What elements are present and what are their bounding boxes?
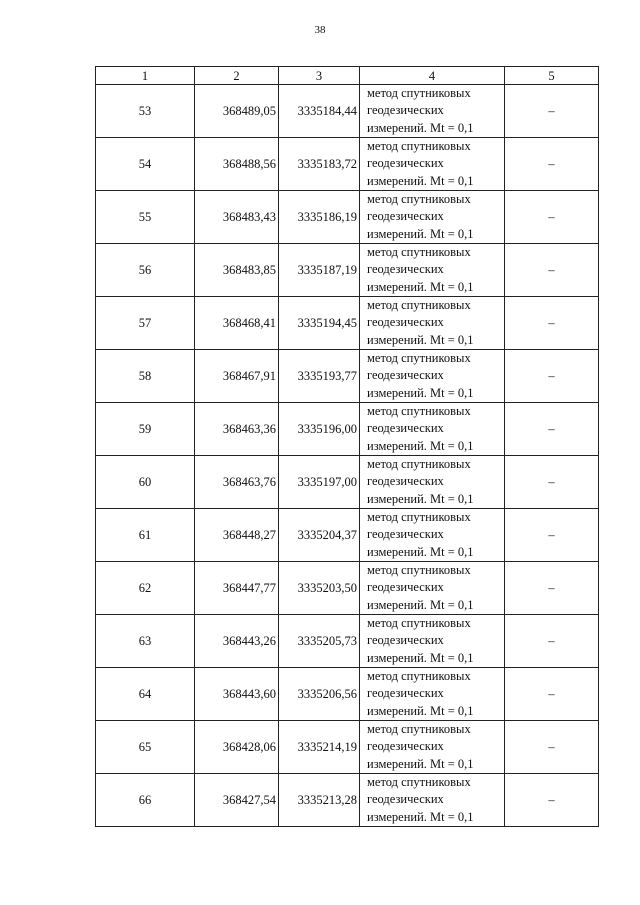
header-col-1: 1 bbox=[96, 67, 195, 85]
method-cell: метод спутниковых геодезических измерений. Mt = 0,1 bbox=[360, 85, 505, 138]
table-row bbox=[96, 562, 599, 615]
point-number-cell: 53 bbox=[96, 85, 195, 138]
note-cell: – bbox=[505, 191, 599, 244]
y-coordinate-cell: 3335194,45 bbox=[279, 297, 360, 350]
point-number-cell: 54 bbox=[96, 138, 195, 191]
point-number-cell: 66 bbox=[96, 774, 195, 827]
point-number-cell: 60 bbox=[96, 456, 195, 509]
y-coordinate-cell: 3335214,19 bbox=[279, 721, 360, 774]
table-row bbox=[96, 244, 599, 297]
method-cell: метод спутниковых геодезических измерений. Mt = 0,1 bbox=[360, 721, 505, 774]
method-cell: метод спутниковых геодезических измерений. Mt = 0,1 bbox=[360, 668, 505, 721]
y-coordinate-cell: 3335183,72 bbox=[279, 138, 360, 191]
note-cell: – bbox=[505, 138, 599, 191]
method-cell: метод спутниковых геодезических измерений. Mt = 0,1 bbox=[360, 138, 505, 191]
table-header-row bbox=[96, 67, 599, 85]
method-cell: метод спутниковых геодезических измерений. Mt = 0,1 bbox=[360, 615, 505, 668]
table-row bbox=[96, 615, 599, 668]
method-cell: метод спутниковых геодезических измерений. Mt = 0,1 bbox=[360, 774, 505, 827]
page-number: 38 bbox=[314, 24, 326, 36]
y-coordinate-cell: 3335187,19 bbox=[279, 244, 360, 297]
note-cell: – bbox=[505, 456, 599, 509]
header-col-4: 4 bbox=[360, 67, 505, 85]
point-number-cell: 63 bbox=[96, 615, 195, 668]
note-cell: – bbox=[505, 668, 599, 721]
x-coordinate-cell: 368489,05 bbox=[195, 85, 279, 138]
table-row bbox=[96, 403, 599, 456]
note-cell: – bbox=[505, 509, 599, 562]
x-coordinate-cell: 368463,76 bbox=[195, 456, 279, 509]
point-number-cell: 59 bbox=[96, 403, 195, 456]
note-cell: – bbox=[505, 721, 599, 774]
header-col-3: 3 bbox=[279, 67, 360, 85]
method-cell: метод спутниковых геодезических измерений. Mt = 0,1 bbox=[360, 403, 505, 456]
method-cell: метод спутниковых геодезических измерений. Mt = 0,1 bbox=[360, 191, 505, 244]
x-coordinate-cell: 368448,27 bbox=[195, 509, 279, 562]
y-coordinate-cell: 3335213,28 bbox=[279, 774, 360, 827]
method-cell: метод спутниковых геодезических измерений. Mt = 0,1 bbox=[360, 297, 505, 350]
y-coordinate-cell: 3335197,00 bbox=[279, 456, 360, 509]
x-coordinate-cell: 368443,60 bbox=[195, 668, 279, 721]
point-number-cell: 65 bbox=[96, 721, 195, 774]
table-body bbox=[96, 85, 599, 827]
note-cell: – bbox=[505, 774, 599, 827]
y-coordinate-cell: 3335206,56 bbox=[279, 668, 360, 721]
x-coordinate-cell: 368483,85 bbox=[195, 244, 279, 297]
table-row bbox=[96, 191, 599, 244]
y-coordinate-cell: 3335184,44 bbox=[279, 85, 360, 138]
table-row bbox=[96, 85, 599, 138]
x-coordinate-cell: 368468,41 bbox=[195, 297, 279, 350]
x-coordinate-cell: 368467,91 bbox=[195, 350, 279, 403]
header-col-2: 2 bbox=[195, 67, 279, 85]
point-number-cell: 62 bbox=[96, 562, 195, 615]
point-number-cell: 55 bbox=[96, 191, 195, 244]
x-coordinate-cell: 368428,06 bbox=[195, 721, 279, 774]
method-cell: метод спутниковых геодезических измерений. Mt = 0,1 bbox=[360, 456, 505, 509]
header-col-5: 5 bbox=[505, 67, 599, 85]
x-coordinate-cell: 368483,43 bbox=[195, 191, 279, 244]
table-row bbox=[96, 721, 599, 774]
y-coordinate-cell: 3335193,77 bbox=[279, 350, 360, 403]
x-coordinate-cell: 368427,54 bbox=[195, 774, 279, 827]
y-coordinate-cell: 3335186,19 bbox=[279, 191, 360, 244]
table-row bbox=[96, 456, 599, 509]
y-coordinate-cell: 3335196,00 bbox=[279, 403, 360, 456]
point-number-cell: 57 bbox=[96, 297, 195, 350]
method-cell: метод спутниковых геодезических измерений. Mt = 0,1 bbox=[360, 562, 505, 615]
table-row bbox=[96, 138, 599, 191]
method-cell: метод спутниковых геодезических измерений. Mt = 0,1 bbox=[360, 509, 505, 562]
note-cell: – bbox=[505, 85, 599, 138]
table-row bbox=[96, 668, 599, 721]
x-coordinate-cell: 368447,77 bbox=[195, 562, 279, 615]
table-row bbox=[96, 774, 599, 827]
y-coordinate-cell: 3335204,37 bbox=[279, 509, 360, 562]
method-cell: метод спутниковых геодезических измерений. Mt = 0,1 bbox=[360, 244, 505, 297]
method-cell: метод спутниковых геодезических измерений. Mt = 0,1 bbox=[360, 350, 505, 403]
x-coordinate-cell: 368463,36 bbox=[195, 403, 279, 456]
point-number-cell: 64 bbox=[96, 668, 195, 721]
table-row bbox=[96, 297, 599, 350]
x-coordinate-cell: 368488,56 bbox=[195, 138, 279, 191]
point-number-cell: 58 bbox=[96, 350, 195, 403]
note-cell: – bbox=[505, 562, 599, 615]
y-coordinate-cell: 3335203,50 bbox=[279, 562, 360, 615]
note-cell: – bbox=[505, 615, 599, 668]
note-cell: – bbox=[505, 297, 599, 350]
point-number-cell: 56 bbox=[96, 244, 195, 297]
y-coordinate-cell: 3335205,73 bbox=[279, 615, 360, 668]
x-coordinate-cell: 368443,26 bbox=[195, 615, 279, 668]
point-number-cell: 61 bbox=[96, 509, 195, 562]
table-row bbox=[96, 509, 599, 562]
note-cell: – bbox=[505, 350, 599, 403]
note-cell: – bbox=[505, 244, 599, 297]
note-cell: – bbox=[505, 403, 599, 456]
table-row bbox=[96, 350, 599, 403]
coordinates-table bbox=[95, 66, 599, 827]
